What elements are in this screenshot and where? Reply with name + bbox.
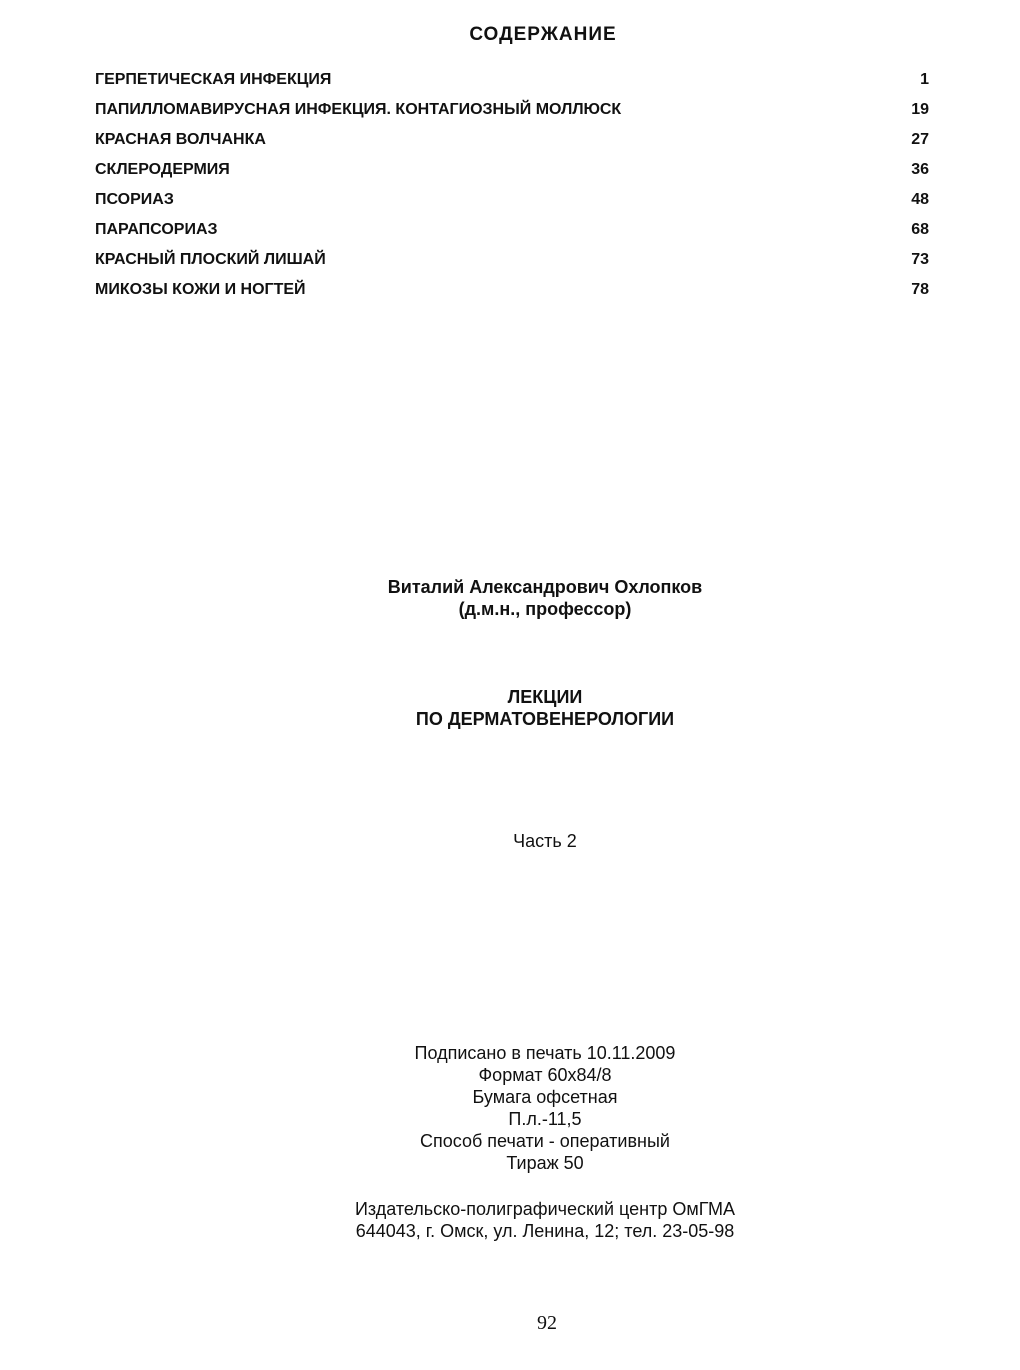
imprint-signed: Подписано в печать 10.11.2009	[414, 1043, 676, 1063]
imprint-paper: Бумага офсетная	[472, 1087, 618, 1107]
toc-item	[95, 188, 929, 218]
toc-item-page: 1	[920, 71, 929, 88]
toc-item-page: 78	[911, 281, 929, 298]
toc-title: СОДЕРЖАНИЕ	[469, 24, 617, 45]
toc-item-page: 19	[911, 101, 929, 118]
publisher-block	[0, 1198, 1020, 1242]
imprint-block	[0, 1042, 1020, 1174]
author-name: Виталий Александрович Охлопков	[387, 577, 703, 597]
author-block	[0, 576, 1020, 620]
toc-item-label: ПАРАПСОРИАЗ	[95, 221, 218, 238]
book-part: Часть 2	[513, 831, 577, 851]
toc-item-page: 73	[911, 251, 929, 268]
imprint-method: Способ печати - оперативный	[420, 1131, 670, 1151]
toc-item-label: КРАСНАЯ ВОЛЧАНКА	[95, 131, 266, 148]
imprint-print-run: Тираж 50	[506, 1153, 584, 1173]
publisher-name: Издательско-полиграфический центр ОмГМА	[354, 1199, 736, 1219]
toc-item	[95, 248, 929, 278]
toc-item-page: 68	[911, 221, 929, 238]
toc-item	[95, 158, 929, 188]
toc-item-page: 36	[911, 161, 929, 178]
toc-item	[95, 278, 929, 308]
toc-item-label: МИКОЗЫ КОЖИ И НОГТЕЙ	[95, 281, 306, 298]
toc-item-label: ГЕРПЕТИЧЕСКАЯ ИНФЕКЦИЯ	[95, 71, 332, 88]
toc-item	[95, 218, 929, 248]
book-title-line1: ЛЕКЦИИ	[507, 687, 583, 707]
toc-item-page: 48	[911, 191, 929, 208]
toc-item-page: 27	[911, 131, 929, 148]
publisher-address: 644043, г. Омск, ул. Ленина, 12; тел. 23-05-98	[355, 1221, 735, 1241]
toc-item-label: ПАПИЛЛОМАВИРУСНАЯ ИНФЕКЦИЯ. КОНТАГИОЗНЫЙ МОЛЛЮСК	[95, 101, 622, 118]
toc-item	[95, 98, 929, 128]
author-degree: (д.м.н., профессор)	[458, 599, 632, 619]
toc-item-label: КРАСНЫЙ ПЛОСКИЙ ЛИШАЙ	[95, 251, 326, 268]
imprint-format: Формат 60х84/8	[478, 1065, 612, 1085]
book-title-line2: ПО ДЕРМАТОВЕНЕРОЛОГИИ	[415, 709, 675, 729]
page-number: 92	[537, 1312, 557, 1334]
toc-list	[95, 68, 929, 308]
toc-item-label: СКЛЕРОДЕРМИЯ	[95, 161, 230, 178]
toc-item-label: ПСОРИАЗ	[95, 191, 174, 208]
book-title	[0, 686, 1020, 730]
toc-item	[95, 68, 929, 98]
imprint-sheets: П.л.-11,5	[508, 1109, 582, 1129]
toc-item	[95, 128, 929, 158]
